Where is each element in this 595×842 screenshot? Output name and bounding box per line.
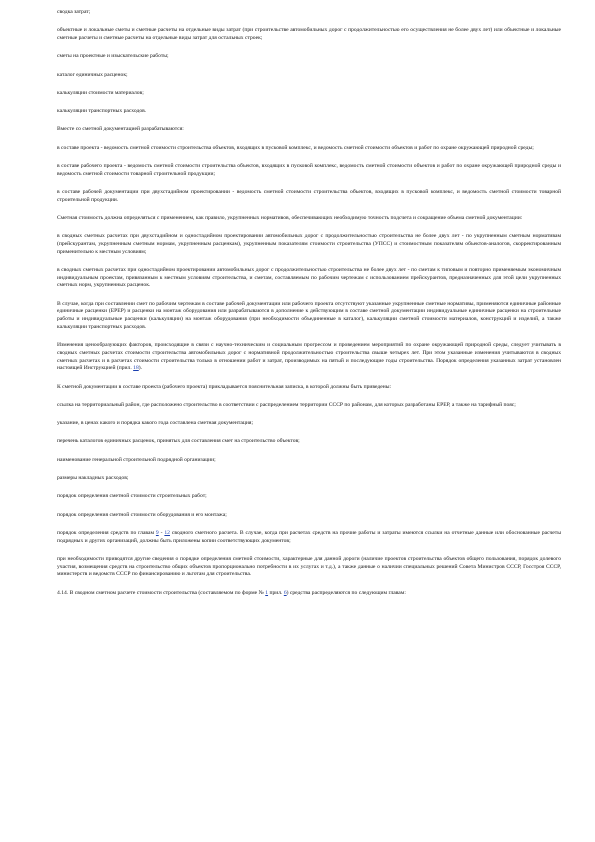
paragraph-18: указание, в ценах какого и порядка какого года составлена сметная документация; bbox=[57, 420, 254, 427]
paragraph-14: В случае, когда при составлении смет по рабочим чертежам в составе рабочей документации или рабочего проекта отсутствуют указанные укрупненные сметные нормативы, применяются единичные районные единичные расценки (ЕРЕР) и расценки на монтаж оборудования или разрабатываются в дополнение к действующим в составе сметной документации индивидуальные единичные расценки на строительные работы и индивидуальные расценки (калькуляции) на монтаж оборудования (при необходимости объединенные в каталог), калькуляции сметной стоимости материалов, конструкций и изделий, а также калькуляции транспортных расходов. bbox=[57, 300, 561, 330]
paragraph-20: наименование генеральной строительной подрядной организации; bbox=[57, 456, 216, 463]
paragraph-21: размеры накладных расходов; bbox=[57, 475, 129, 482]
paragraph-3: сметы на проектные и изыскательские работы; bbox=[57, 53, 169, 60]
paragraph-4: каталог единичных расценок; bbox=[57, 71, 128, 78]
paragraph-5: калькуляции стоимости материалов; bbox=[57, 89, 144, 96]
paragraph-1: сводка затрат; bbox=[57, 9, 91, 15]
paragraph-7: Вместе со сметной документацией разрабатываются: bbox=[57, 126, 184, 133]
appendix-18-link[interactable]: 18 bbox=[133, 365, 139, 372]
paragraph-11: Сметная стоимость должна определяться с применением, как правило, укрупненных нормативов, обеспечивающих необходимую точность подсчета и сокращение объема сметной документации: bbox=[57, 215, 523, 222]
paragraph-23: порядок определения сметной стоимости оборудования и его монтажа; bbox=[57, 511, 227, 518]
paragraph-6: калькуляции транспортных расходов. bbox=[57, 108, 147, 115]
paragraph-13: в сводных сметных расчетах при одностадийном проектировании автомобильных дорог с продолжительностью строительства не более двух лет - по сметам к типовым и повторно применяемым экономичным индивидуальным проектам, привязанным к местным условиям строительства, и сметам, составляемым по рабочим чертежам с использованием прейскурантов, предназначенных для этой цели укрупненных сметных норм, укрупненных расценок. bbox=[57, 267, 561, 289]
form-1-link[interactable]: 1 bbox=[265, 589, 269, 596]
paragraph-19: перечень каталогов единичных расценок, принятых для составления смет на строительство объектов; bbox=[57, 438, 300, 445]
appendix-6-link[interactable]: 6 bbox=[283, 589, 287, 596]
paragraph-16: К сметной документации в составе проекта (рабочего проекта) прикладывается пояснительная записка, в которой должны быть приведены: bbox=[57, 383, 392, 390]
paragraph-9: в составе рабочего проекта - ведомость сметной стоимости строительства объектов, входящих в пусковой комплекс, ведомость сметной стоимости объектов и работ по охране окружающей природной среды и ведомость сметной стоимости товарной строительной продукции; bbox=[57, 163, 561, 177]
paragraph-8: в составе проекта - ведомость сметной стоимости строительства объектов, входящих в пусковой комплекс, и ведомость сметной стоимости объектов и работ по охране окружающей природной среды; bbox=[57, 144, 534, 151]
chapter-12-link[interactable]: 12 bbox=[164, 529, 170, 536]
paragraph-10: в составе рабочей документации при двухстадийном проектировании - ведомость сметной стоимости строительства объектов, входящих в пусковой комплекс, и ведомость сметной стоимости товарной строительной продукции. bbox=[57, 189, 561, 203]
chapter-9-link[interactable]: 9 bbox=[155, 529, 159, 536]
section-4-14: 4.14. В сводном сметном расчете стоимости строительства (составляемом по форме № 1 прил. 6) средства распределяются по следующим главам: bbox=[57, 589, 406, 596]
paragraph-2: объектные и локальные сметы и сметные расчеты на отдельные виды затрат (при строительстве автомобильных дорог с продолжительностью его осуществления не более двух лет) или объектные и локальные сметные расчеты и сметные расчеты на отдельные виды затрат для остальных строек; bbox=[57, 27, 561, 41]
paragraph-15: Изменения ценообразующих факторов, происходящие в связи с научно-техническим и социальным прогрессом и проведением мероприятий по охране окружающей природной среды, следует учитывать в сводных сметных расчетах стоимости строительства автомобильных дорог с нормативной продолжительностью строительства свыше четырех лет. При этом указанные изменения учитываются в сводных сметных расчетах и в расчетах стоимости строительства только в отношении работ и затрат, производимых на пятый и последующие годы строительства. Порядок определения указанных затрат установлен настоящей Инструкцией (прил. 18). bbox=[57, 342, 561, 372]
paragraph-24: порядок определения средств по главам 9 - 12 сводного сметного расчета. В случае, когда при расчетах средств на прочие работы и затраты имеются ссылки на отчетные данные или обоснованные расчеты подрядных и других организаций, должны быть приложены копии соответствующих документов; bbox=[57, 529, 561, 544]
paragraph-22: порядок определения сметной стоимости строительных работ; bbox=[57, 493, 207, 500]
paragraph-17: ссылка на территориальный район, где расположено строительство в соответствии с распределением территории СССР по районам, для которых разработаны ЕРЕР, а также на тарифный пояс; bbox=[57, 401, 516, 408]
paragraph-12: в сводных сметных расчетах при двухстадийном и одностадийном проектировании автомобильных дорог с продолжительностью строительства не более двух лет - по укрупненным сметным нормативам (прейскурантам, укрупненным сметным нормам, укрупненным расценкам), укрупненным показателям стоимости строительства (УПСС) и стоимостным показателям объектов-аналогов, скорректированным применительно к местным условиям; bbox=[57, 233, 561, 255]
paragraph-25: при необходимости приводятся другие сведения о порядке определения сметной стоимости, характерные для данной дороги (наличие проектов строительства объектов общего пользования, порядок долевого участия, возмещения средств на строительство общих объектов пропорционально потребности в их услугах и т.д.), а также данные о наличии специальных решений Совета Министров СССР, Госстроя СССР, министерств и ведомств СССР по финансированию и льготам для строительства. bbox=[57, 555, 561, 578]
